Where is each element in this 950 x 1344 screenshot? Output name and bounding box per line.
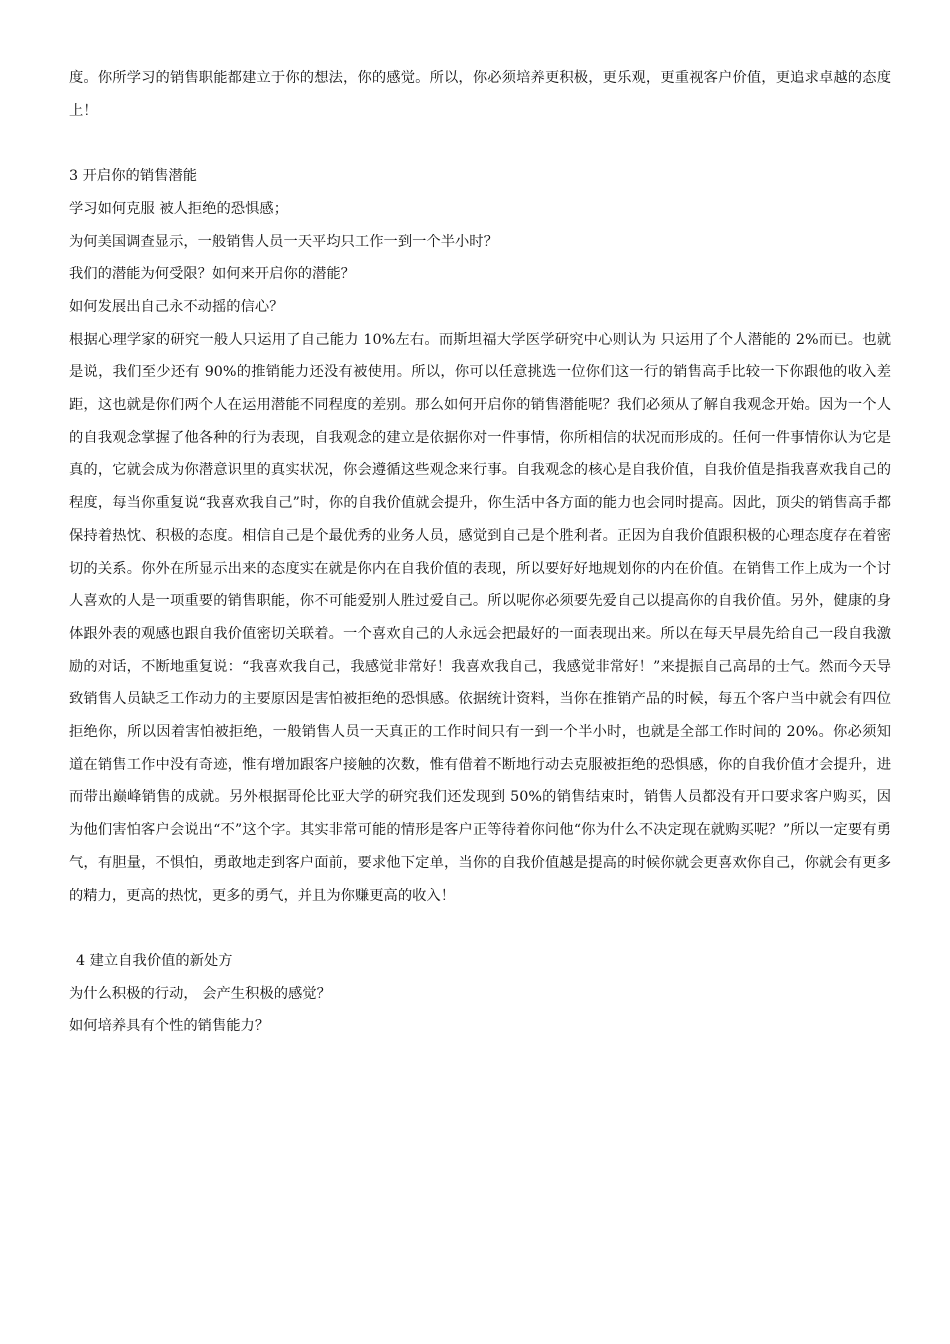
section-3-question-2: 为何美国调查显示，一般销售人员一天平均只工作一到一个半小时？ xyxy=(69,233,498,250)
paragraph-gap xyxy=(69,127,891,160)
section-3-heading: 3 开启你的销售潜能 xyxy=(69,168,198,185)
paragraph-gap xyxy=(69,912,891,945)
intro-paragraph: 度。你所学习的销售职能都建立于你的想法，你的感觉。所以，你必须培养更积极，更乐观，更重视客户价值，更追求卓越的态度上！ xyxy=(69,70,891,119)
section-4-heading: 4 建立自我价值的新处方 xyxy=(76,952,233,969)
document-page xyxy=(69,62,891,1043)
section-4-question-1: 为什么积极的行动， 会产生积极的感觉？ xyxy=(69,985,331,1002)
section-3-body: 根据心理学家的研究一般人只运用了自己能力 10%左右。而斯坦福大学医学研究中心则认为 只运用了个人潜能的 2%而已。也就是说，我们至少还有 90%的推销能力还没有被使用。所以，你可以任意挑选一位你们这一行的销售高手比较一下你跟他的收入差距，这也就是你们两个人在运用潜能不同程度的差别。那么如何开启你的销售潜能呢？我们必须从了解自我观念开始。因为一个人的自我观念掌握了他各种的行为表现，自我观念的建立是依据你对一件事情，你所相信的状况而形成的。任何一件事情你认为它是真的，它就会成为你潜意识里的真实状况，你会遵循这些观念来行事。自我观念的核心是自我价值，自我价值是指我喜欢我自己的程度，每当你重复说“我喜欢我自己”时，你的自我价值就会提升，你生活中各方面的能力也会同时提高。因此，顶尖的销售高手都保持着热忱、积极的态度。相信自己是个最优秀的业务人员，感觉到自己是个胜利者。正因为自我价值跟积极的心理态度存在着密切的关系。你外在所显示出来的态度实在就是你内在自我价值的表现，所以要好好地规划你的内在价值。在销售工作上成为一个讨人喜欢的人是一项重要的销售职能，你不可能爱别人胜过爱自己。所以呢你必须要先爱自己以提高你的自我价值。另外，健康的身体跟外表的观感也跟自我价值密切关联着。一个喜欢自己的人永远会把最好的一面表现出来。所以在每天早晨先给自己一段自我激励的对话，不断地重复说：“我喜欢我自己，我感觉非常好！我喜欢我自己，我感觉非常好！”来提振自己高昂的士气。然而今天导致销售人员缺乏工作动力的主要原因是害怕被拒绝的恐惧感。依据统计资料，当你在推销产品的时候，每五个客户当中就会有四位拒绝你，所以因着害怕被拒绝，一般销售人员一天真正的工作时间只有一到一个半小时，也就是全部工作时间的 20%。你必须知道在销售工作中没有奇迹，惟有增加跟客户接触的次数，惟有借着不断地行动去克服被拒绝的恐惧感，你的自我价值才会提升，进而带出巅峰销售的成就。另外根据哥伦比亚大学的研究我们还发现到 50%的销售结束时，销售人员都没有开口要求客户购买，因为他们害怕客户会说出“不”这个字。其实非常可能的情形是客户正等待着你问他“你为什么不决定现在就购买呢？”所以一定要有勇气，有胆量，不惧怕，勇敢地走到客户面前，要求他下定单，当你的自我价值越是提高的时候你就会更喜欢你自己，你就会有更多的精力，更高的热忱，更多的勇气，并且为你赚更高的收入！ xyxy=(69,331,891,904)
section-4-question-2: 如何培养具有个性的销售能力？ xyxy=(69,1018,270,1035)
section-3-question-4: 如何发展出自己永不动摇的信心？ xyxy=(69,298,284,315)
section-3-question-3: 我们的潜能为何受限？如何来开启你的潜能？ xyxy=(69,266,355,283)
section-3-question-1: 学习如何克服 被人拒绝的恐惧感； xyxy=(69,200,288,217)
